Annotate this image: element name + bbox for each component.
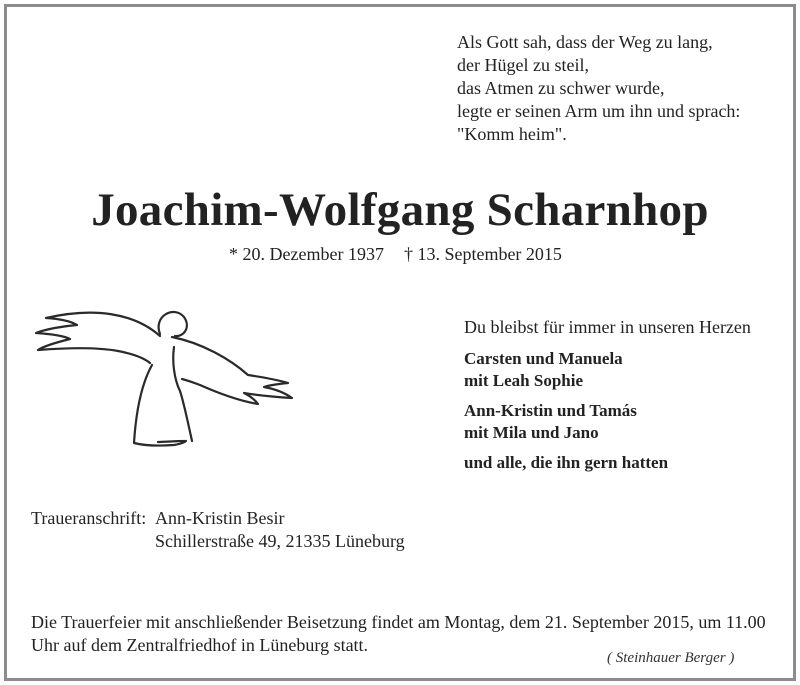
address-name: Ann-Kristin Besir [155,508,285,528]
poem-line: Als Gott sah, dass der Weg zu lang, [457,32,713,52]
mourning-intro: Du bleibst für immer in unseren Herzen [464,317,751,337]
undertaker-signature: ( Steinhauer Berger ) [607,650,735,666]
mourner-line: Carsten und Manuela [464,349,623,368]
birth-date: * 20. Dezember 1937 [229,244,384,264]
life-dates [229,244,562,265]
death-date: † 13. September 2015 [403,244,562,264]
poem-line: das Atmen zu schwer wurde, [457,78,665,98]
address-street: Schillerstraße 49, 21335 Lüneburg [155,531,405,551]
poem-line: der Hügel zu steil, [457,55,589,75]
ceremony-notice: Die Trauerfeier mit anschließender Beisetzung findet am Montag, dem 21. September 2015, um 11.00 Uhr auf dem Zentralfriedhof in Lüneburg statt. [31,612,766,655]
angel-icon [34,303,299,453]
address-label: Traueranschrift: [31,508,147,528]
mourner-line: mit Leah Sophie [464,371,584,390]
mourner-line: mit Mila und Jano [464,423,599,442]
mourners-list [464,348,668,474]
deceased-name: Joachim-Wolfgang Scharnhop [91,184,709,236]
poem-line: legte er seinen Arm um ihn und sprach: [457,101,741,121]
mourner-group [464,400,668,444]
poem-line: "Komm heim". [457,124,567,144]
poem [457,31,740,146]
mourning-address [31,507,405,553]
mourners-closing: und alle, die ihn gern hatten [464,453,669,472]
mourner-group [464,348,668,392]
mourner-line: Ann-Kristin und Tamás [464,401,637,420]
